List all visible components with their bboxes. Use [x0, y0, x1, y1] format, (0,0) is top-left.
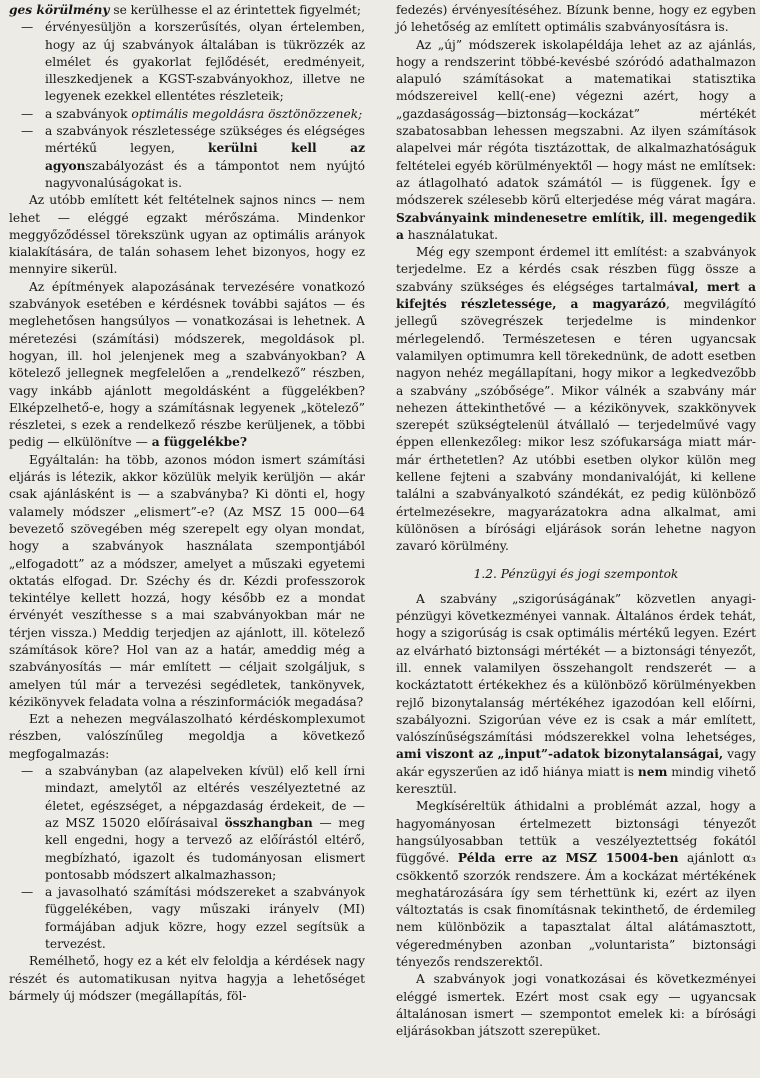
text: ajánlott α₃ csökkentő szorzók rendszere. Ám a kockázat mértékének meghatározására így sem térhettünk ki, ezért az ilyen változtatás is csak finomításnak tekinthető, de érdemileg nem különbözik a tapasztalat által alátámasztott, végeredményben azonban „voluntarista” biztonsági tényezős rendszerektől. [396, 851, 756, 970]
bold-phrase: összhangban [224, 815, 313, 830]
right-column [396, 2, 756, 1041]
text: Még egy szempont érdemel itt említést: a szabványok terjedelme. Ez a kérdés csak részben függ össze a szabvány szükséges és elégséges tartalmá [396, 245, 756, 294]
paragraph [396, 591, 756, 799]
text: a szabványban (az alapelveken kívül) elő kell írni mindazt, amelytől az eltérés veszélyeztetné az életet, egészséget, a népgazdaság érdekeit, de — az MSZ 15020 előírásaival [45, 764, 365, 830]
bold-phrase: Példa erre az MSZ 15004-ben [457, 851, 679, 866]
paragraph [396, 798, 756, 971]
text: — meg kell engedni, hogy a tervező az előírástól eltérő, megbízható, igazolt és tudományosan elismert pontosabb módszert alkalmazhasson; [45, 815, 365, 882]
text: használatukat. [403, 227, 499, 242]
bold-phrase: a függelékbe? [151, 435, 248, 450]
bold-phrase: val, mert a kifejtés részletessége, a magyarázó [396, 279, 756, 312]
text: a szabványok részletessége szükséges és elégséges mértékű legyen, [45, 124, 365, 156]
bold-phrase: nem [637, 764, 668, 779]
text: még szerepelt egy olyan mondat, hogy a szabványok használata szempontjából „elfogadott” az a módszer, amelyet a műszaki egyetemi oktatás elfogad. Dr. Széchy és dr. Kézdi professzorok tekintélye kellett hozzá, hogy később ez a mondat érvényét veszíthesse s a mai szabványokban már ne térjen vissza.) Meddig terjedjen az ajánlott, ill. kötelező számítások köre? Hol van az a határ, ameddig még a szabványosítás — már említett — céljait szolgáljuk, s amelyen túl már a tervezési segédletek, tankönyvek, kézikönyvek feladata volna a részinformációk megadása? [9, 521, 366, 709]
bullet-item: — a javasolható számítási módszereket a szabványok függelékében, vagy műszaki irányelv (MI) formájában adjuk közre, hogy ezzel segítsük a tervezést. [9, 884, 365, 953]
text: Az „új” módszerek iskolapéldája lehet az az ajánlás, hogy a rendszerint többé-kevésbé szóródó adathalmazon alapuló számításokat a matematikai statisztika módszereivel kell(-ene) végezni azért, hogy a „gazdaságosság—biztonság—kockázat” mértékét szabatosabban lehessen megszabni. Az ilyen számítások alapelvei már régóta tisztázottak, de alkalmazhatóságuk feltételei egyéb körülményektől — hogy mást ne említsek: az átlagolható adatok számától — is függenek. Így e módszerek szélesebb körű elterjedése még várat magára. [396, 37, 756, 208]
left-column [9, 2, 365, 1005]
paragraph: Az utóbb említett két feltételnek sajnos nincs — nem lehet — eléggé egzakt mérőszáma. Mindenkor meggyőződéssel törekszünk ugyan az optimális arányok kialakítására, de talán sohasem lehet bizonyos, hogy ez mennyire sikerül. [9, 193, 365, 277]
bullet-item [9, 763, 365, 884]
text: se kerülhesse el az érintettek figyelmét; [109, 3, 361, 17]
bullet-item [9, 123, 365, 192]
paragraph [9, 279, 365, 452]
paragraph: Remélhető, hogy ez a két elv feloldja a kérdések nagy részét és automatikusan nyitva hagyja a lehetőséget bármely új módszer (megállapítás, föl- [9, 954, 365, 1003]
bold-phrase: Szabványaink mindenesetre említik, ill. megengedik a [396, 210, 756, 242]
italic-phrase: optimális megoldásra ösztönözzenek; [131, 106, 363, 121]
italic-phrase: ges körülmény [9, 3, 110, 17]
paragraph [9, 2, 365, 19]
text: a szabványok [45, 106, 132, 121]
paragraph [396, 244, 756, 555]
paragraph: fedezés) érvényesítéséhez. Bízunk benne, hogy ez egyben jó lehetőség az említett optimális szabványosításra is. [396, 3, 756, 35]
text: Az építmények alapozásának tervezésére vonatkozó szabványok esetében e kérdésnek további sajátos — és meglehetősen hangsúlyos — vonatkozásai is lehetnek. A méretezési (számítási) módszerek, megoldások pl. hogyan, ill. hol jelenjenek meg a szabványokban? A kötelező jellegnek megfelelően a „rendelkező” részben, vagy inkább ajánlott megoldásként a függelékben? Elképzelhető-e, hogy a számításnak legyenek „kötelező” részletei, s ezek a rendelkező részbe kerüljenek, a többi pedig — elkülönítve — [9, 279, 365, 450]
paragraph: A szabványok jogi vonatkozásai és következményei eléggé ismertek. Ezért most csak egy — ugyancsak általánosan ismert — szempontot emelek ki: a bírósági eljárásokban játszott szerepüket. [396, 972, 756, 1039]
paragraph: Ezt a nehezen megválaszolható kérdéskomplexumot részben, valószínűleg megoldja a következő megfogalmazás: [9, 712, 365, 761]
paragraph [396, 37, 756, 245]
text: , megvilágító jellegű szövegrészek terjedelme is mindenkor mérlegelendő. Természetesen e téren ugyancsak valamilyen optimumra kell törekednünk, de adott esetben nagyon nehéz megállapítani, hogy mikor a legkedvezőbb a szabvány „szóbősége”. Mikor válnék a szabvány már nehezen áttekinthetővé — a kézikönyvek, szakkönyvek szerepét szükségtelenül átvállaló — terjedelművé vagy éppen ellenkezőleg: mikor lesz szófukarsága miatt már-már érthetetlen? Az utóbbi esetben olykor külön meg kellene fejteni a szabvány mondanivalóját, ki kellene találni a szabványalkotó szándékát, ez pedig különböző értelmezésekre, magyarázatokra adna alkalmat, ami különösen a bírósági eljárások során lehetne nagyon zavaró körülmény. [396, 297, 756, 554]
text: mindig vihető keresztül. [396, 764, 757, 797]
bullet-item: — érvényesüljön a korszerűsítés, olyan értelemben, hogy az új szabványok általában is tükrözzék az elmélet és gyakorlat fejlődését, eredményeit, illeszkedjenek a KGST-szabványokhoz, illetve ne legyenek ezekkel ellentétes részleteik; [9, 19, 365, 105]
bullet-item [9, 106, 365, 123]
text: A szabvány „szigorúságának” közvetlen anyagi-pénzügyi következményei vannak. Általános érdek tehát, hogy a szigorúság is csak optimális mértékű legyen. Ezért az elvárható biztonsági mértékét — a biztonsági tényezőt, ill. ennek valamilyen összehangolt rendszerét — a kockáztatott értékekhez és a különböző körülményekben rejlő bizonytalanság mértékéhez igazodóan kell előírni, szabályozni. Szigorúan véve ez is csak a már említett, valószínűségszámítási módszerekkel volna lehetséges, [396, 591, 756, 745]
section-heading: 1.2. Pénzügyi és jogi szempontok [473, 566, 679, 581]
text: vagy akár egyszerűen az idő hiánya miatt is [396, 747, 756, 779]
bold-phrase: ami viszont az „input”-adatok bizonytalanságai, [396, 747, 724, 762]
text: Megkíséreltük áthidalni a problémát azzal, hogy a hagyományosan értelmezett biztonsági tényezőt hangsúlyosabban tettük a veszélyeztettség fokától függővé. [396, 799, 756, 866]
bold-phrase: kerülni kell az agyon [45, 141, 365, 173]
text: Egyáltalán: ha több, azonos módon ismert számítási eljárás is létezik, akkor közülük melyik kerüljön — akár csak ajánlásként is — a szabványba? Ki dönti el, hogy valamely módszer „elismert”-e? (Az MSZ 15 000—64 bevezető szövegében [9, 452, 365, 536]
paragraph [9, 452, 365, 711]
text: szabályozást és a támpontot nem nyújtó nagyvonalúságokat is. [45, 158, 365, 190]
